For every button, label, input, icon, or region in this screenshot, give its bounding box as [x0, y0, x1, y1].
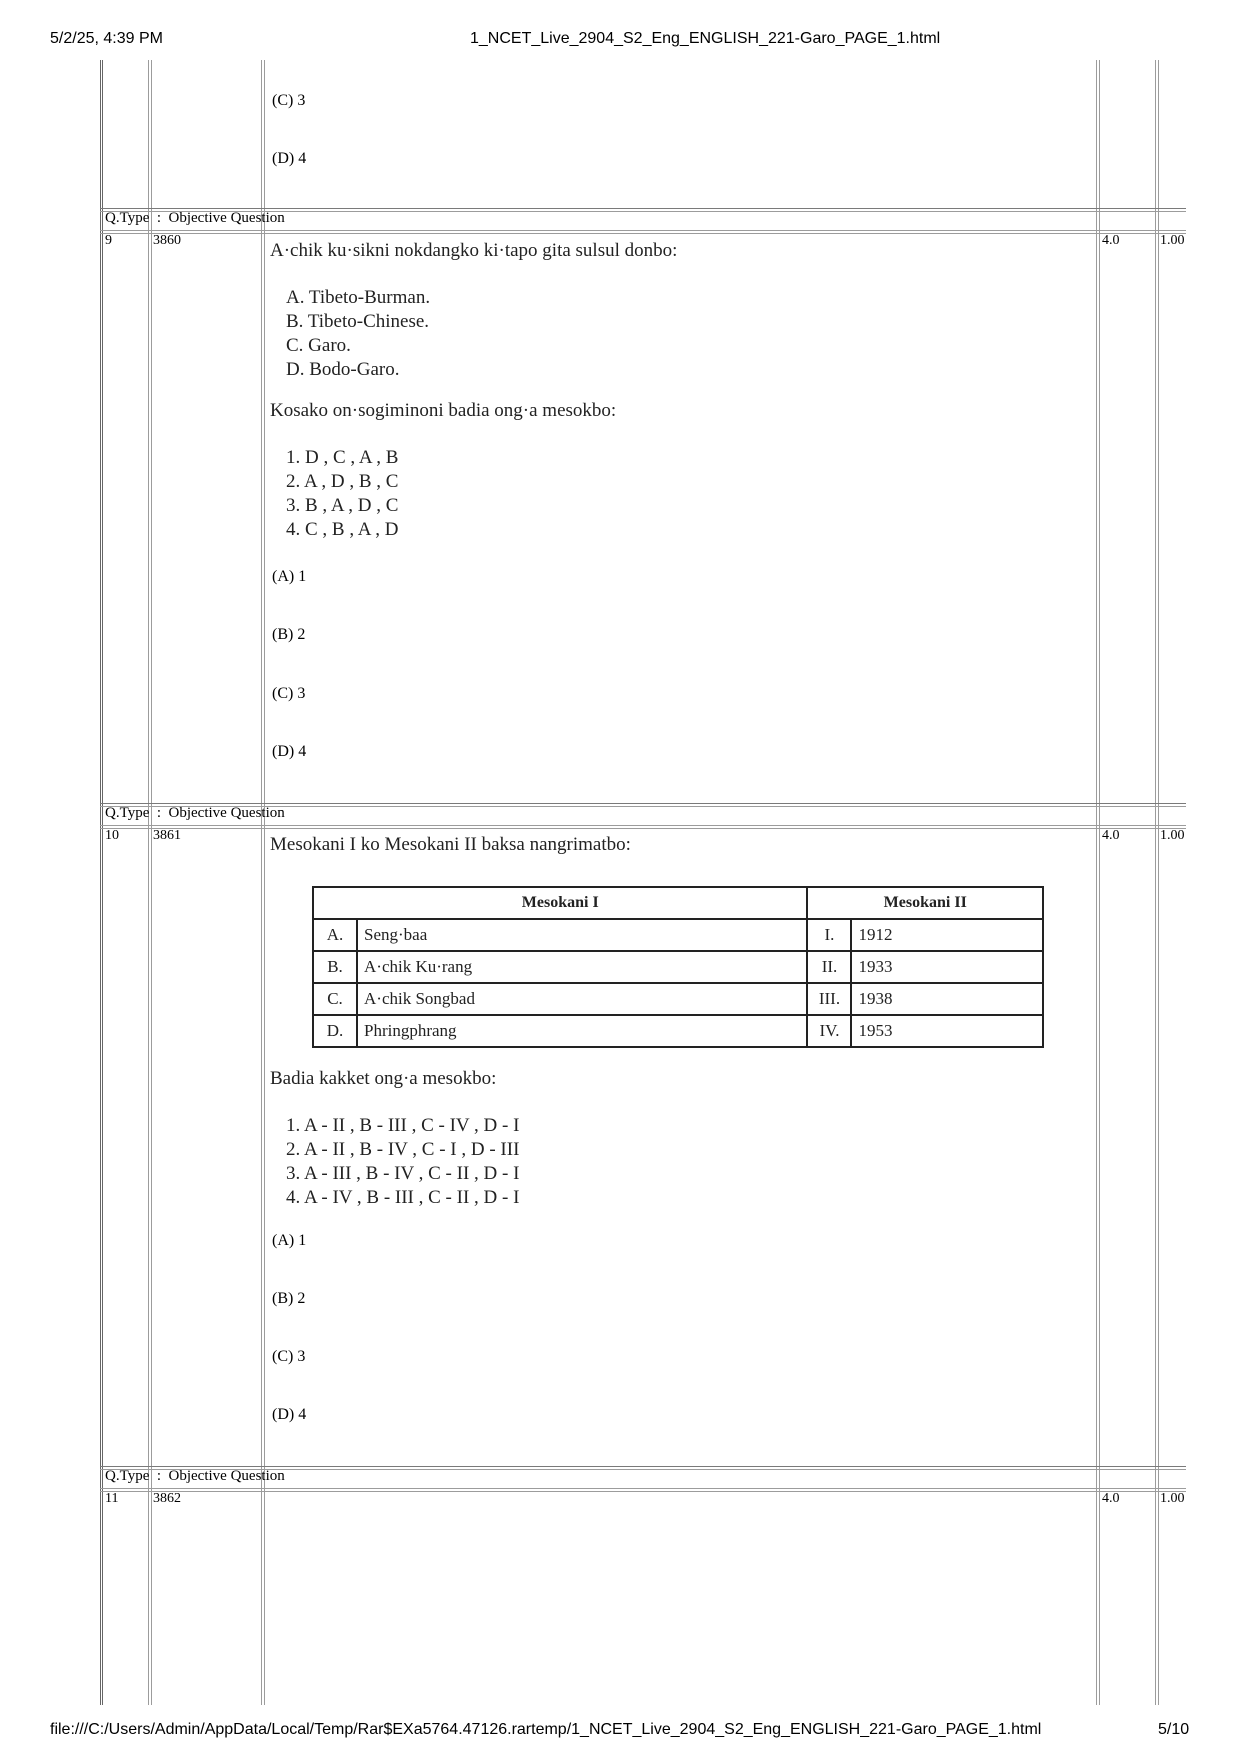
row-item: 1912	[851, 919, 1043, 951]
option-d: (D) 4	[272, 743, 307, 760]
question-type-label: Q.Type : Objective Question	[105, 805, 285, 821]
row-key: B.	[313, 951, 357, 983]
question-number: 10	[105, 828, 119, 843]
row-key: D.	[313, 1015, 357, 1047]
question-prompt: Mesokani I ko Mesokani II baksa nangrimatbo:	[270, 834, 631, 855]
prev-option-c: (C) 3	[272, 92, 306, 109]
question-marks: 4.0	[1102, 828, 1120, 843]
statement-item: B. Tibeto-Chinese.	[286, 311, 430, 332]
column-header: Mesokani I	[313, 887, 807, 919]
row-item: 1953	[851, 1015, 1043, 1047]
row-key: A.	[313, 919, 357, 951]
row-key: IV.	[807, 1015, 851, 1047]
question-instruction: Badia kakket ong·a mesokbo:	[270, 1068, 497, 1089]
table-row	[313, 983, 1043, 1015]
column-header: Mesokani II	[807, 887, 1043, 919]
option-c: (C) 3	[272, 685, 306, 702]
option-d: (D) 4	[272, 1406, 307, 1423]
statement-list	[286, 286, 430, 382]
document-title: 1_NCET_Live_2904_S2_Eng_ENGLISH_221-Garo_PAGE_1.html	[470, 30, 941, 47]
question-number: 9	[105, 233, 112, 248]
statement-item: A. Tibeto-Burman.	[286, 287, 431, 308]
table-row	[313, 1015, 1043, 1047]
question-id: 3861	[153, 828, 181, 843]
choice-list	[286, 446, 398, 542]
option-c: (C) 3	[272, 1348, 306, 1365]
table-row	[313, 951, 1043, 983]
match-table-header	[313, 887, 1043, 919]
choice-item: 2. A - II , B - IV , C - I , D - III	[286, 1139, 520, 1160]
question-negative-marks: 1.00	[1160, 233, 1185, 248]
row-key: I.	[807, 919, 851, 951]
question-marks: 4.0	[1102, 1491, 1120, 1506]
row-key: III.	[807, 983, 851, 1015]
row-item: A·chik Ku·rang	[357, 951, 807, 983]
row-item: A·chik Songbad	[357, 983, 807, 1015]
choice-list	[286, 1114, 519, 1210]
choice-item: 4. C , B , A , D	[286, 519, 399, 540]
row-item: 1938	[851, 983, 1043, 1015]
choice-item: 3. B , A , D , C	[286, 495, 399, 516]
table-row	[313, 919, 1043, 951]
choice-item: 1. A - II , B - III , C - IV , D - I	[286, 1115, 520, 1136]
choice-item: 1. D , C , A , B	[286, 447, 399, 468]
row-item: Seng·baa	[357, 919, 807, 951]
file-path: file:///C:/Users/Admin/AppData/Local/Temp/Rar$EXa5764.47126.rartemp/1_NCET_Live_2904_S2_Eng_ENGLISH_221-Garo_PAGE_1.html	[50, 1721, 1042, 1738]
question-type-label: Q.Type : Objective Question	[105, 210, 285, 226]
option-b: (B) 2	[272, 1290, 306, 1307]
choice-item: 2. A , D , B , C	[286, 471, 399, 492]
question-id: 3860	[153, 233, 181, 248]
row-item: Phringphrang	[357, 1015, 807, 1047]
row-key: C.	[313, 983, 357, 1015]
question-type-label: Q.Type : Objective Question	[105, 1468, 285, 1484]
option-b: (B) 2	[272, 626, 306, 643]
option-a: (A) 1	[272, 1232, 307, 1249]
option-a: (A) 1	[272, 568, 307, 585]
statement-item: D. Bodo-Garo.	[286, 359, 400, 380]
prev-option-d: (D) 4	[272, 150, 307, 167]
row-key: II.	[807, 951, 851, 983]
question-negative-marks: 1.00	[1160, 828, 1185, 843]
question-number: 11	[105, 1491, 119, 1506]
choice-item: 4. A - IV , B - III , C - II , D - I	[286, 1187, 520, 1208]
row-item: 1933	[851, 951, 1043, 983]
choice-item: 3. A - III , B - IV , C - II , D - I	[286, 1163, 520, 1184]
match-table	[312, 886, 1044, 1048]
question-prompt: A·chik ku·sikni nokdangko ki·tapo gita sulsul donbo:	[270, 240, 678, 261]
question-instruction: Kosako on·sogiminoni badia ong·a mesokbo:	[270, 400, 617, 421]
question-table	[100, 60, 1186, 1705]
statement-item: C. Garo.	[286, 335, 351, 356]
question-id: 3862	[153, 1491, 181, 1506]
page-number: 5/10	[1158, 1721, 1190, 1738]
print-datetime: 5/2/25, 4:39 PM	[50, 30, 163, 47]
question-negative-marks: 1.00	[1160, 1491, 1185, 1506]
question-marks: 4.0	[1102, 233, 1120, 248]
